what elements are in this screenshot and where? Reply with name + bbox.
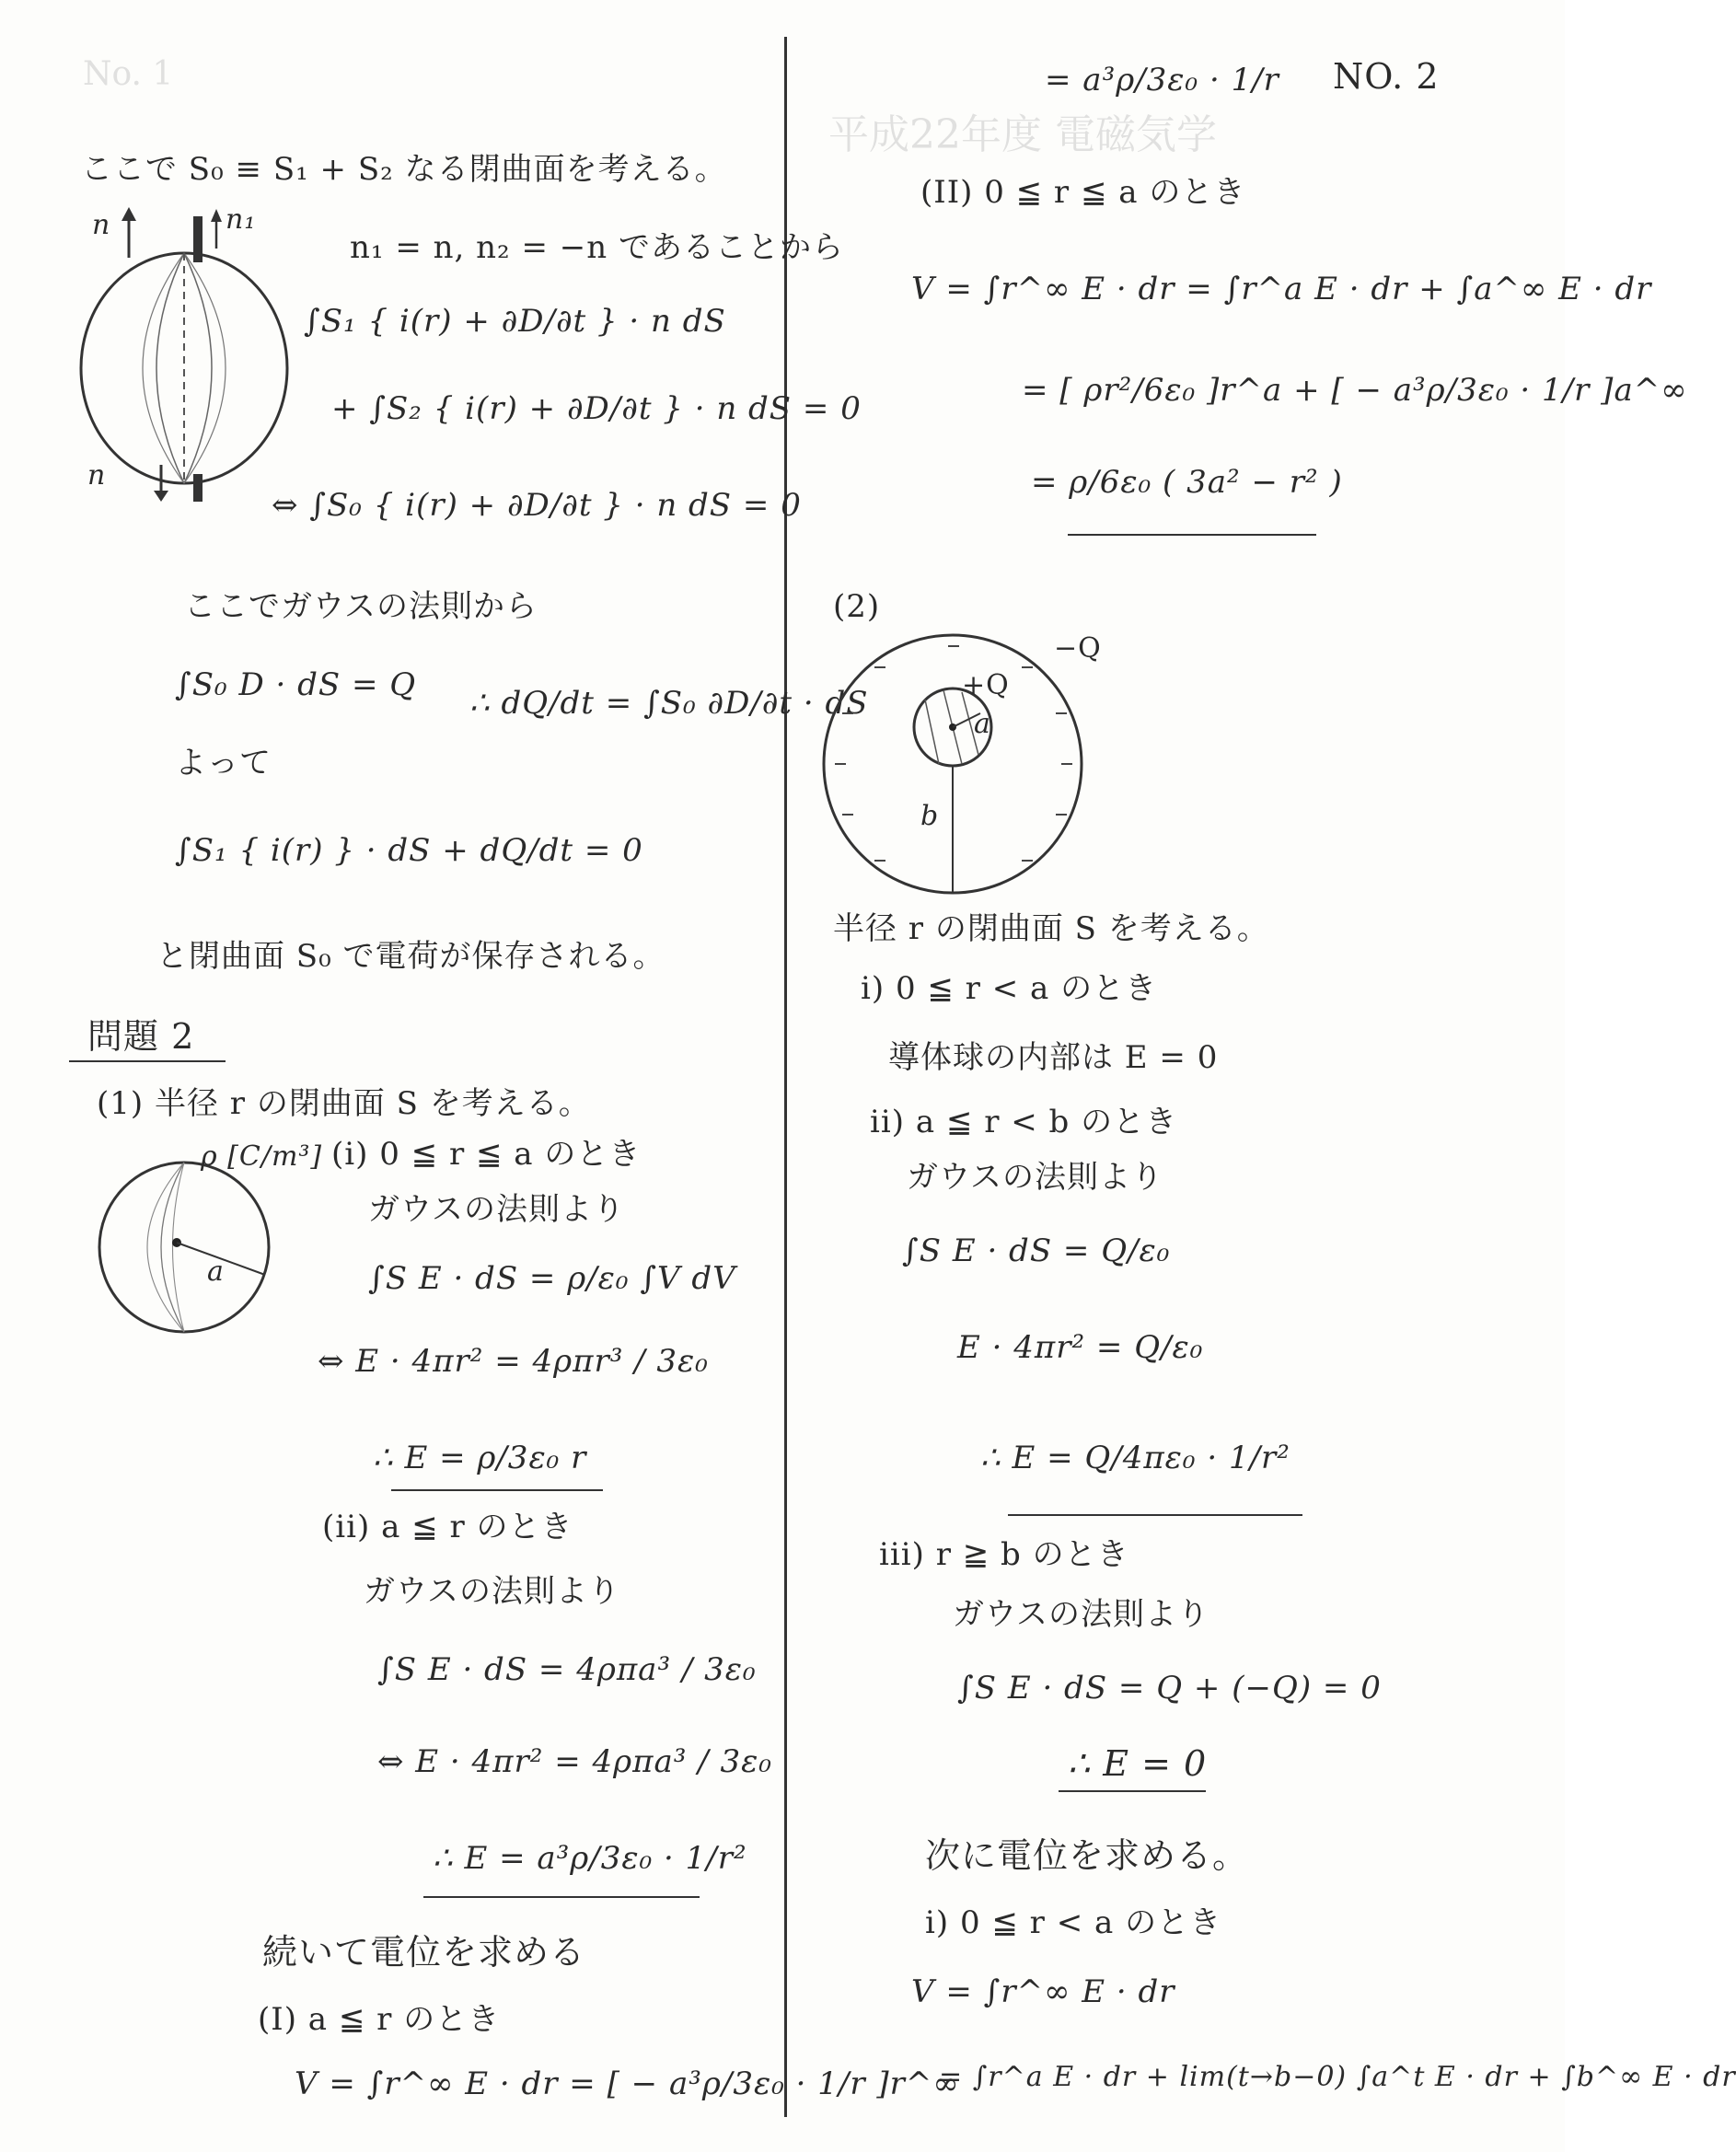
region-ii-equation-3: ∴ E = Q/4πε₀ · 1/r² xyxy=(980,1440,1290,1476)
region-iii-result-underline xyxy=(1059,1790,1206,1792)
equation-s2: + ∫S₂ { i(r) + ∂D/∂t } · n dS = 0 xyxy=(331,390,862,427)
equation-s0: ⇔ ∫S₀ { i(r) + ∂D/∂t } · n dS = 0 xyxy=(272,487,802,524)
next-potential-text: 次に電位を求める。 xyxy=(925,1835,1249,1876)
outer-radius-label: b xyxy=(920,800,940,832)
gauss-law-text-2: ガウスの法則より xyxy=(364,1573,620,1610)
page-number: NO. 2 xyxy=(1333,56,1440,97)
case-i-heading: (i) 0 ≦ r ≦ a のとき xyxy=(331,1136,642,1173)
ghost-title: 平成22年度 電磁気学 xyxy=(828,111,1217,158)
normal-n-bottom-label: n xyxy=(87,459,107,492)
equation-s1: ∫S₁ { i(r) + ∂D/∂t } · n dS xyxy=(304,303,726,340)
normal-n-top-label: n xyxy=(92,209,111,241)
gauss-law-text-4: ガウスの法則より xyxy=(953,1596,1209,1633)
yotte-text: よって xyxy=(175,745,272,781)
concentric-conductor-figure xyxy=(815,626,1091,902)
potential-equation-2: = ∫r^a E · dr + lim(t→b−0) ∫a^t E · dr + ∫b^∞ E · dr xyxy=(939,2061,1736,2093)
problem-2-heading: 問題 2 xyxy=(87,1016,195,1057)
region-ii-result-underline xyxy=(1008,1514,1302,1516)
gauss-intro: ここでガウスの法則から xyxy=(184,588,538,625)
closed-surface-text: ここで S₀ ≡ S₁ + S₂ なる閉曲面を考える。 xyxy=(81,151,727,188)
case-II-heading: (II) 0 ≦ r ≦ a のとき xyxy=(920,174,1246,211)
gauss-law-text-3: ガウスの法則より xyxy=(907,1159,1163,1196)
ghost-page-number: No. 1 xyxy=(83,55,174,93)
case-ii-equation-1: ∫S E · dS = 4ρπa³ / 3ε₀ xyxy=(377,1651,757,1688)
case-ii-heading: (ii) a ≦ r のとき xyxy=(322,1509,573,1545)
charge-density-label: ρ [C/m³] xyxy=(201,1140,323,1173)
inner-charge-label: +Q xyxy=(962,669,1010,701)
region-i-heading: i) 0 ≦ r < a のとき xyxy=(861,970,1158,1007)
case-ii-result-underline xyxy=(423,1896,700,1898)
potential-equation-1: V = ∫r^∞ E · dr xyxy=(911,1973,1175,2010)
case-I-heading: (I) a ≦ r のとき xyxy=(258,2001,501,2038)
case-i-equation-2: ⇔ E · 4πr² = 4ρπr³ / 3ε₀ xyxy=(318,1343,709,1380)
case-II-equation-2: = [ ρr²/6ε₀ ]r^a + [ − a³ρ/3ε₀ · 1/r ]a^∞ xyxy=(1022,372,1688,409)
region-ii-equation-1: ∫S E · dS = Q/ε₀ xyxy=(902,1232,1171,1269)
column-divider xyxy=(784,37,787,2117)
outer-charge-label: −Q xyxy=(1054,632,1102,665)
region-ii-heading: ii) a ≦ r < b のとき xyxy=(870,1104,1178,1140)
case-ii-equation-3: ∴ E = a³ρ/3ε₀ · 1/r² xyxy=(433,1840,747,1877)
normal-n1-label: n₁ xyxy=(226,203,257,236)
region-i-result: 導体球の内部は E = 0 xyxy=(888,1039,1219,1076)
charged-sphere-figure xyxy=(92,1155,276,1339)
inner-radius-label: a xyxy=(974,708,991,740)
gauss-law-text-1: ガウスの法則より xyxy=(368,1191,625,1228)
potential-intro: 続いて電位を求める xyxy=(262,1932,586,1973)
carried-result-equation: = a³ρ/3ε₀ · 1/r xyxy=(1045,62,1279,98)
region-iii-heading: iii) r ≧ b のとき xyxy=(879,1536,1129,1573)
case-ii-equation-2: ⇔ E · 4πr² = 4ρπa³ / 3ε₀ xyxy=(377,1743,772,1780)
potential-region-i-heading: i) 0 ≦ r < a のとき xyxy=(925,1904,1222,1941)
normals-note: n₁ = n, n₂ = −n であることから xyxy=(350,229,844,266)
sphere-normals-figure xyxy=(74,207,313,502)
charge-conserved-text: と閉曲面 S₀ で電荷が保存される。 xyxy=(156,938,665,975)
case-i-result-underline xyxy=(391,1489,603,1491)
case-II-result-underline xyxy=(1068,534,1316,536)
sphere-radius-label: a xyxy=(207,1255,225,1288)
gauss-equation: ∫S₀ D · dS = Q xyxy=(175,666,417,703)
case-I-equation: V = ∫r^∞ E · dr = [ − a³ρ/3ε₀ · 1/r ]r^∞ xyxy=(295,2065,960,2102)
continuity-equation: ∫S₁ { i(r) } · dS + dQ/dt = 0 xyxy=(175,832,643,869)
case-II-equation-1: V = ∫r^∞ E · dr = ∫r^a E · dr + ∫a^∞ E · dr xyxy=(911,271,1652,307)
problem-2-part-1: (1) 半径 r の閉曲面 S を考える。 xyxy=(97,1085,591,1122)
region-ii-equation-2: E · 4πr² = Q/ε₀ xyxy=(957,1329,1204,1366)
part-2-label: (2) xyxy=(833,588,881,625)
case-II-equation-3: = ρ/6ε₀ ( 3a² − r² ) xyxy=(1031,464,1343,501)
closed-surface-2-text: 半径 r の閉曲面 S を考える。 xyxy=(833,910,1269,947)
case-i-equation-3: ∴ E = ρ/3ε₀ r xyxy=(373,1440,587,1476)
region-iii-equation-1: ∫S E · dS = Q + (−Q) = 0 xyxy=(957,1670,1382,1707)
dqdt-equation: ∴ dQ/dt = ∫S₀ ∂D/∂t · dS xyxy=(469,685,869,722)
problem-2-underline xyxy=(69,1060,226,1062)
case-i-equation-1: ∫S E · dS = ρ/ε₀ ∫V dV xyxy=(368,1260,736,1297)
region-iii-equation-2: ∴ E = 0 xyxy=(1068,1743,1208,1784)
